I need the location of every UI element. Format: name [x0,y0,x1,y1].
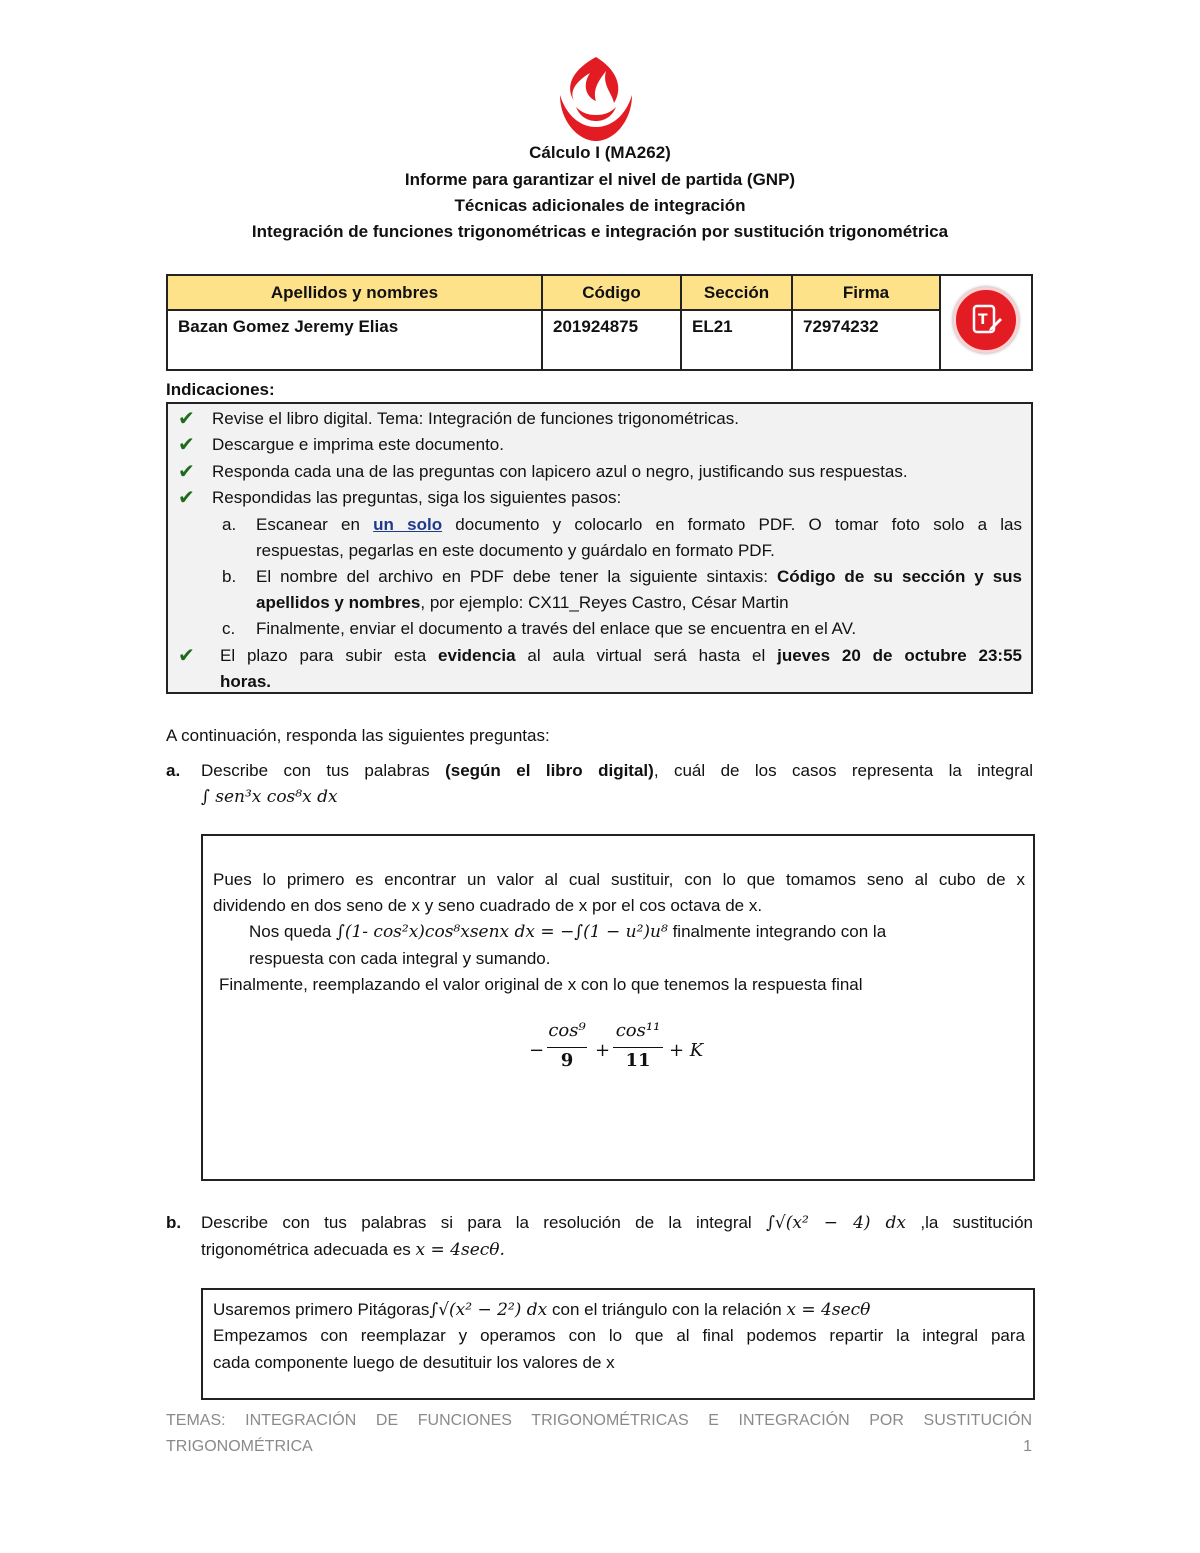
answer-b-box: Usaremos primero Pitágoras∫√(x² − 2²) dx con el triángulo con la relación x = 4secθ Empezamos con reemplazar y operamos con lo que al final podemos repartir la integral para cada componente luego de desutituir los valores de x [201,1288,1035,1400]
check-icon: ✔ [178,434,195,456]
page-footer: TEMAS: INTEGRACIÓN DE FUNCIONES TRIGONOMÉTRICAS E INTEGRACIÓN POR SUSTITUCIÓN TRIGONOMÉTRICA 1 [166,1408,1032,1460]
question-a-formula: ∫ sen³x cos⁸x dx [201,787,338,807]
step-a: a. Escanear en un solo documento y colocarlo en formato PDF. O tomar foto solo a las respuestas, pegarlas en este documento y guárdalo en formato PDF. [222,515,1022,560]
header-signature: Firma [792,275,940,310]
upc-logo [556,55,636,143]
step-b: b. El nombre del archivo en PDF debe tener la siguiente sintaxis: Código de su sección y sus apellidos y nombres, por ejemplo: CX11_Reyes Castro, César Martin [222,567,1022,612]
flame-logo-icon [556,55,636,143]
header-section: Sección [681,275,792,310]
indications-label: Indicaciones: [166,380,275,399]
answer-a-box: Pues lo primero es encontrar un valor al cual sustituir, con lo que tomamos seno al cubo de x dividendo en dos seno de x y seno cuadrado de x por el cos octava de x. Nos queda ∫(1- cos²x)cos⁸xsenx dx = −∫(1 − u²)u⁸ finalmente integrando con la respuesta con cada integral y sumando. Finalmente, reemplazando el valor original de x con lo que tenemos la respuesta final − cos⁹ 9 + cos¹¹ 11 + K [201,834,1035,1181]
answer-a-formula-line: Nos queda ∫(1- cos²x)cos⁸xsenx dx = −∫(1 − u²)u⁸ finalmente integrando con la [249,922,887,942]
topic-title: Técnicas adicionales de integración [454,196,746,215]
student-signature: 72974232 [792,310,940,370]
edit-document-icon [953,287,1019,353]
final-result-formula: − cos⁹ 9 + cos¹¹ 11 + K [529,1020,704,1071]
check-icon: ✔ [178,461,195,483]
deadline-item: ✔ El plazo para subir esta evidencia al aula virtual será hasta el jueves 20 de octubre 23:55 horas. [178,645,1022,691]
student-code: 201924875 [542,310,681,370]
report-title: Informe para garantizar el nivel de partida (GNP) [404,170,796,189]
questions-intro: A continuación, responda las siguientes preguntas: [166,726,550,745]
course-title: Cálculo I (MA262) [529,143,671,162]
student-section: EL21 [681,310,792,370]
header-names: Apellidos y nombres [167,275,542,310]
check-icon: ✔ [178,408,195,430]
subtopic-title: Integración de funciones trigonométricas e integración por sustitución trigonométrica [251,222,949,241]
svg-text:T: T [978,312,988,328]
check-icon: ✔ [178,487,195,509]
student-info-table [166,274,1033,371]
page-number: 1 [1023,1438,1032,1455]
indications-box: ✔ Revise el libro digital. Tema: Integración de funciones trigonométricas. ✔ Descargue e imprima este documento. ✔ Responda cada una de las preguntas con lapicero azul o negro, justificando sus respuestas. ✔ Respondidas las preguntas, siga los siguientes pasos: a. Escanear en un solo documento y colocarlo en formato PDF. O tomar foto solo a las respuestas, pegarlas en este documento y guárdalo en formato PDF. b. El nombre del archivo en PDF debe tener la siguiente sintaxis: Código de su sección y sus apellidos y nombres, por ejemplo: CX11_Reyes Castro, César Martin c. Finalmente, enviar el documento a través del enlace que se encuentra en el AV. ✔ El plazo para subir esta evidencia al aula virtual será hasta el jueves 20 de octubre 23:55 horas. [166,402,1033,694]
avatar-cell [940,275,1032,370]
un-solo-link[interactable]: un solo [373,515,443,534]
header-code: Código [542,275,681,310]
check-icon: ✔ [178,645,195,667]
student-name: Bazan Gomez Jeremy Elias [167,310,542,370]
